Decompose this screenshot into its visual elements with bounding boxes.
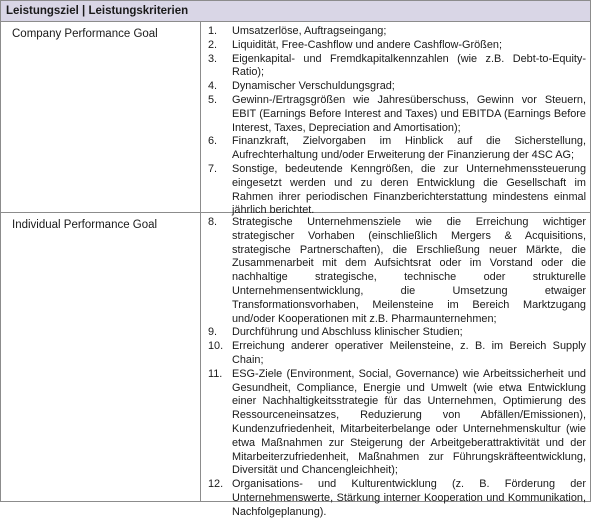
list-item: 12. Organisations- und Kulturentwicklung (z. B. Förderung der Unternehmenswerte, Stärkung interner Kooperation und Kommunikation, Nachfolgeplanung). — [208, 478, 586, 518]
criteria-cell — [202, 25, 586, 218]
row-label: Individual Performance Goal — [12, 219, 158, 231]
list-item: 3. Eigenkapital- und Fremdkapitalkennzahlen (wie z.B. Debt-to-Equity-Ratio); — [208, 52, 586, 79]
list-item: 9. Durchführung und Abschluss klinischer Studien; — [208, 326, 463, 339]
list-item: 10. Erreichung anderer operativer Meilensteine, z. B. im Bereich Supply Chain; — [208, 340, 586, 366]
list-item: 4. Dynamischer Verschuldungsgrad; — [208, 80, 395, 93]
list-item: 1. Umsatzerlöse, Auftragseingang; — [208, 25, 387, 37]
criteria-cell — [202, 216, 586, 520]
list-item: 8. Strategische Unternehmensziele wie die Erreichung wichtiger strategischer Vorhaben (einschließlich Mergers & Acquisitions, strategische Partnerschaften), die Erschließung neuer Märkte, die Zusammenarbeit mit dem Aufsichtsrat oder im Vorstand oder die nachhaltige strategische, technische oder strukturelle Unternehmensentwicklung, die Umsetzung etwaiger Transformationsvorhaben, Meilensteine im Bereich Marktzugang und/oder Kooperationen mit z.B. Pharmaunternehmen; — [208, 216, 586, 325]
table-row-company — [1, 22, 590, 217]
row-label-cell — [1, 22, 201, 212]
list-item: 2. Liquidität, Free-Cashflow und andere Cashflow-Größen; — [208, 38, 502, 51]
list-item: 6. Finanzkraft, Zielvorgaben im Hinblick auf die Sicherstellung, Aufrechterhaltung und/oder Erweiterung der Finanzierung der 4SC AG; — [208, 135, 586, 162]
row-label: Company Performance Goal — [12, 28, 158, 40]
row-label-cell — [1, 213, 201, 502]
criteria-list — [202, 25, 586, 218]
table-row-individual — [1, 213, 590, 518]
list-item: 11. ESG-Ziele (Environment, Social, Governance) wie Arbeitssicherheit und Gesundheit, Compliance, Energie und Umwelt (wie etwa Entwicklung einer Nachhaltigkeitsstrategie für das Unternehmen, Optimierung des Ressourceneinsatzes, Reduzierung von Abfällen/Emissionen), Kundenzufriedenheit, Mitarbeiterbelange oder Unternehmenskultur (wie etwa Maßnahmen zur Steigerung der Arbeitgeberattraktivität und der Mitarbeiterzufriedenheit, Maßnahmen zur Führungskräfteentwicklung, Diversität und Chancengleichheit); — [208, 367, 586, 477]
list-item: 7. Sonstige, bedeutende Kenngrößen, die zur Unternehmenssteuerung eingesetzt werden und zu deren Entwicklung die Gesellschaft im Rahmen ihrer periodischen Finanzberichterstattung mindestens einmal jährlich berichtet. — [208, 162, 586, 217]
table-header: Leistungsziel | Leistungskriterien — [1, 1, 590, 22]
list-item: 5. Gewinn-/Ertragsgrößen wie Jahresüberschuss, Gewinn vor Steuern, EBIT (Earnings Before Interest and Taxes) und EBITDA (Earnings Before Interest, Taxes, Depreciation and Amortisation); — [208, 93, 586, 134]
criteria-list — [202, 216, 586, 520]
